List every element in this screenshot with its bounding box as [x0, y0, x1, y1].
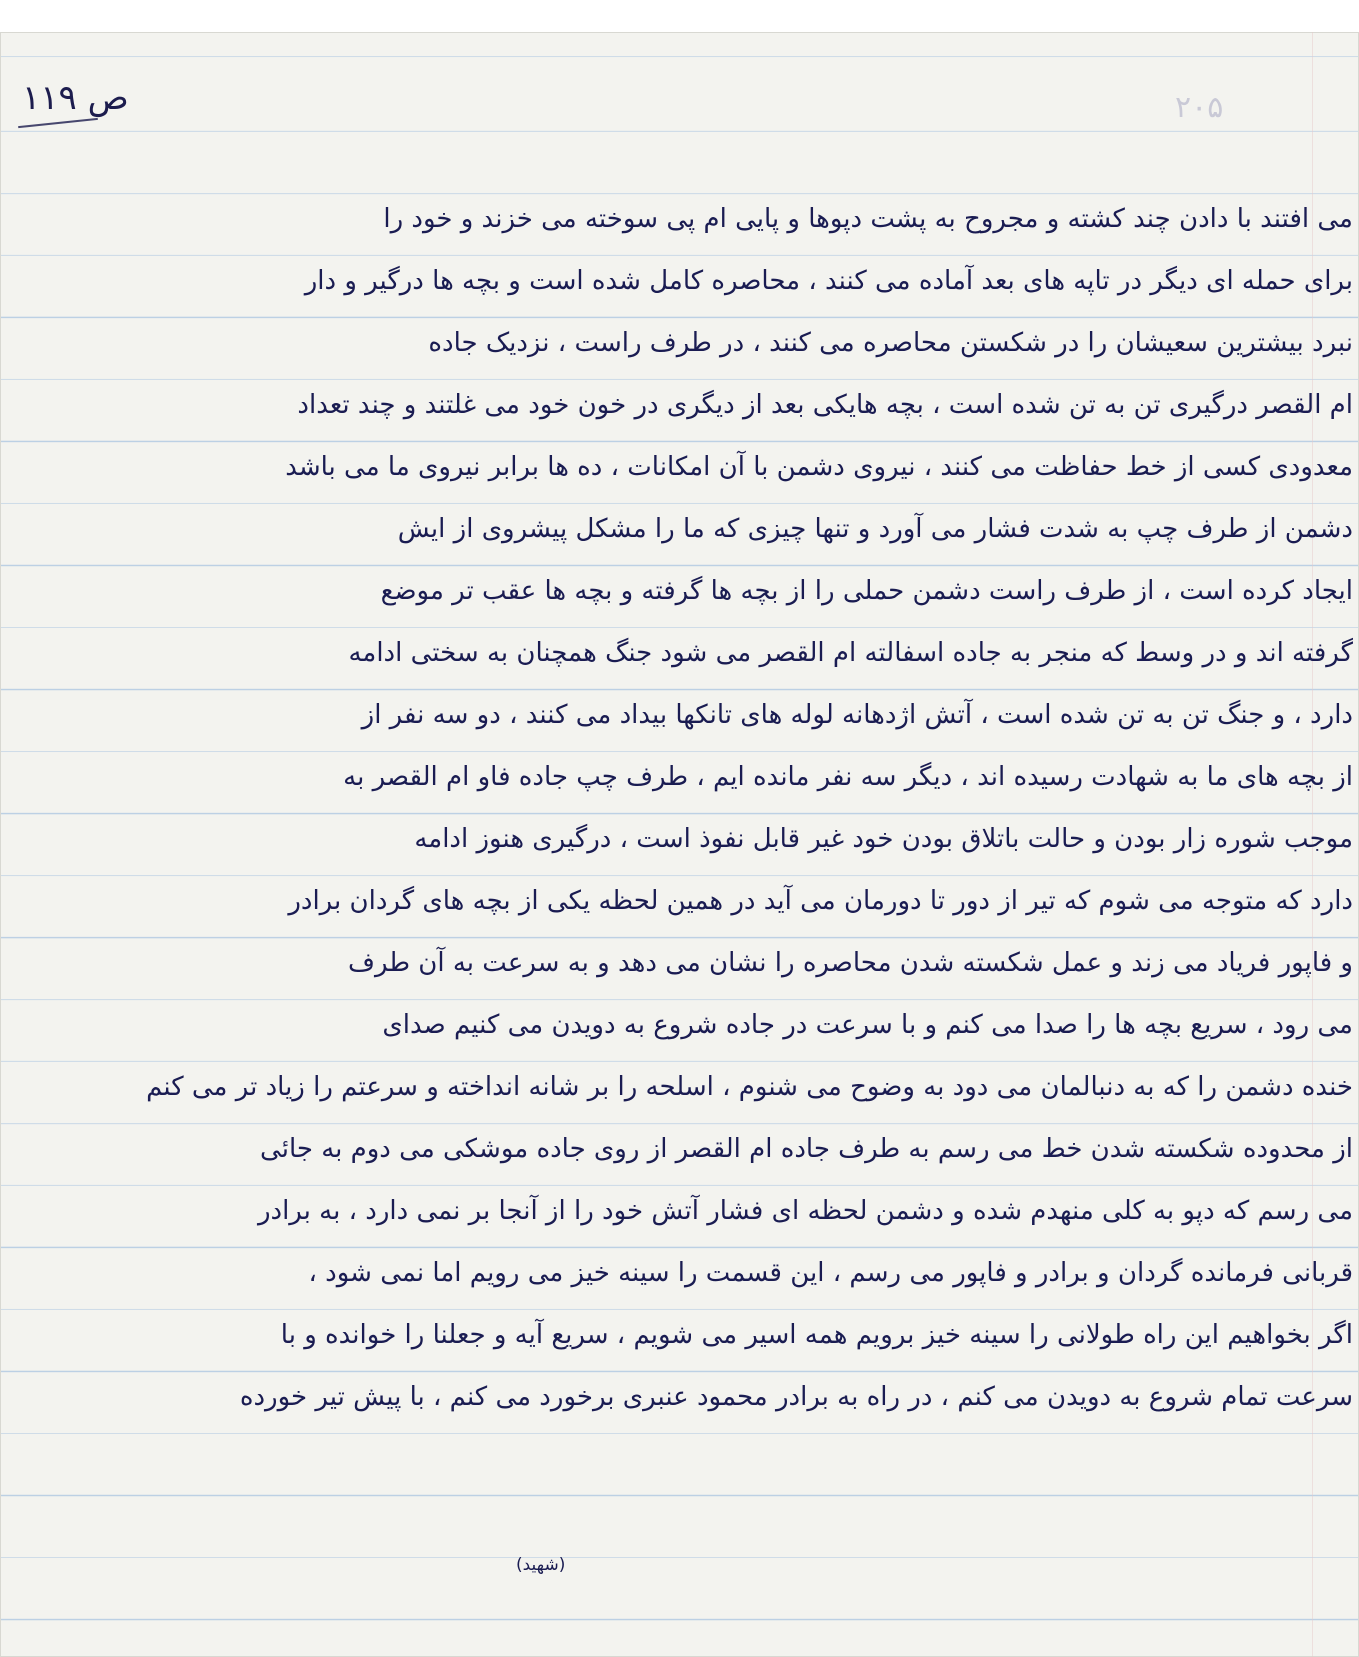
handwritten-text [6, 188, 1353, 1428]
text-line: می افتند با دادن چند کشته و مجروح به پشت دپوها و پایی ام پی سوخته می خزند و خود را [383, 204, 1353, 234]
text-line: ایجاد کرده است ، از طرف راست دشمن حملی را از بچه ها گرفته و بچه ها عقب تر موضع [380, 576, 1353, 606]
text-line: سرعت تمام شروع به دویدن می کنم ، در راه به برادر محمود عنبری برخورد می کنم ، با پیش تیر خورده [239, 1382, 1353, 1412]
text-line: معدودی کسی از خط حفاظت می کنند ، نیروی دشمن با آن امکانات ، ده ها برابر نیروی ما می باشد [285, 452, 1353, 482]
text-line: و فاپور فریاد می زند و عمل شکسته شدن محاصره را نشان می دهد و به سرعت به آن طرف [348, 948, 1353, 978]
text-line: موجب شوره زار بودن و حالت باتلاق بودن خود غیر قابل نفوذ است ، درگیری هنوز ادامه [414, 824, 1353, 854]
text-line: گرفته اند و در وسط که منجر به جاده اسفالته ام القصر می شود جنگ همچنان به سختی ادامه [348, 638, 1353, 668]
text-line: خنده دشمن را که به دنبالمان می دود به وضوح می شنوم ، اسلحه را بر شانه انداخته و سرعتم را زیاد تر می کنم [146, 1072, 1353, 1102]
text-line: می رود ، سریع بچه ها را صدا می کنم و با سرعت در جاده شروع به دویدن می کنیم صدای [382, 1010, 1353, 1040]
text-line: ام القصر درگیری تن به تن شده است ، بچه هایکی بعد از دیگری در خون خود می غلتند و چند تعداد [297, 390, 1353, 420]
text-line: از محدوده شکسته شدن خط می رسم به طرف جاده ام القصر از روی جاده موشکی می دوم به جائی [260, 1134, 1353, 1164]
text-line: نبرد بیشترین سعیشان را در شکستن محاصره می کنند ، در طرف راست ، نزدیک جاده [428, 328, 1353, 358]
faint-page-number: ۲۰۵ [1175, 90, 1224, 125]
page-number: ص ۱۱۹ [22, 78, 129, 118]
text-line: برای حمله ای دیگر در تاپه های بعد آماده می کنند ، محاصره کامل شده است و بچه ها درگیر و دار [304, 266, 1353, 296]
text-line: دشمن از طرف چپ به شدت فشار می آورد و تنها چیزی که ما را مشکل پیشروی از ایش [397, 514, 1353, 544]
text-line: دارد ، و جنگ تن به تن شده است ، آتش اژدهانه لوله های تانکها بیداد می کنند ، دو سه نفر از [361, 700, 1353, 730]
notebook-page [0, 32, 1359, 1657]
text-line: دارد که متوجه می شوم که تیر از دور تا دورمان می آید در همین لحظه یکی از بچه های گردان برادر [288, 886, 1353, 916]
text-line: قربانی فرمانده گردان و برادر و فاپور می رسم ، این قسمت را سینه خیز می رویم اما نمی شود ، [308, 1258, 1353, 1288]
text-line: می رسم که دپو به کلی منهدم شده و دشمن لحظه ای فشار آتش خود را از آنجا بر نمی دارد ، به برادر [257, 1196, 1353, 1226]
interlinear-note: (شهید) [516, 1555, 566, 1575]
page-number-underline [18, 118, 98, 128]
text-line: از بچه های ما به شهادت رسیده اند ، دیگر سه نفر مانده ایم ، طرف چپ جاده فاو ام القصر به [343, 762, 1353, 792]
text-line: اگر بخواهیم این راه طولانی را سینه خیز برویم همه اسیر می شویم ، سریع آیه و جعلنا را خوانده و با [280, 1320, 1353, 1350]
